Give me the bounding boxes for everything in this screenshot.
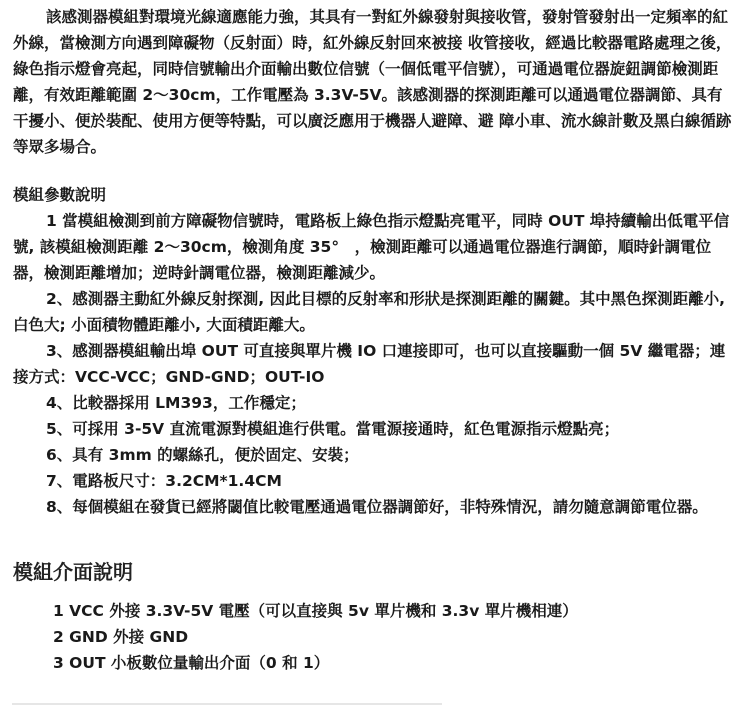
interface-item-out: 3 OUT 小板數位量輸出介面（0 和 1） bbox=[53, 654, 330, 672]
param-item-6: 6、具有 3mm 的螺絲孔，便於固定、安裝； bbox=[46, 446, 359, 464]
params-heading: 模組參數說明 bbox=[13, 186, 107, 204]
intro-paragraph: 該感測器模組對環境光線適應能力強，其具有一對紅外線發射與接收管，發射管發射出一定頻率的紅外線，當檢測方向遇到障礙物（反射面）時，紅外線反射回來被接 收管接收，經過比較器電路處理之後，綠色指示燈會亮起，同時信號輸出介面輸出數位信號（一個低電平信號），可通過電位器旋鈕調節檢測距離，有效距離範圍 2～30cm，工作電壓為 3.3V-5V。該感測器的探測距離可以通過電位器調節、具有干擾小、便於裝配、使用方便等特點，可以廣泛應用于機器人避障、避 障小車、流水線計數及黑白線循跡等眾多場合。 bbox=[13, 8, 732, 156]
interface-item-gnd: 2 GND 外接 GND bbox=[53, 628, 189, 646]
interface-list bbox=[13, 598, 738, 676]
param-item-1: 1 當模組檢測到前方障礙物信號時，電路板上綠色指示燈點亮電平，同時 OUT 埠持續輸出低電平信號, 該模組檢測距離 2～30cm，檢測角度 35° ，檢測距離可以通過電位器進行調節，順時針調電位器，檢測距離增加；逆時針調電位器，檢測距離減少。 bbox=[13, 212, 730, 282]
params-list bbox=[13, 208, 738, 520]
bottom-divider bbox=[12, 703, 442, 705]
param-item-4: 4、比較器採用 LM393，工作穩定； bbox=[46, 394, 306, 412]
param-item-5: 5、可採用 3-5V 直流電源對模組進行供電。當電源接通時，紅色電源指示燈點亮； bbox=[46, 420, 620, 438]
interface-item-vcc: 1 VCC 外接 3.3V-5V 電壓（可以直接與 5v 單片機和 3.3v 單片機相連） bbox=[53, 602, 578, 620]
interface-heading: 模組介面說明 bbox=[13, 560, 133, 584]
param-item-8: 8、每個模組在發貨已經將閾值比較電壓通過電位器調節好，非特殊情況，請勿隨意調節電位器。 bbox=[46, 498, 708, 516]
param-item-2: 2、感測器主動紅外線反射探測, 因此目標的反射率和形狀是探測距離的關鍵。其中黑色探測距離小, 白色大; 小面積物體距離小, 大面積距離大。 bbox=[13, 290, 725, 334]
param-item-7: 7、電路板尺寸：3.2CM*1.4CM bbox=[46, 472, 282, 490]
param-item-3: 3、感測器模組輸出埠 OUT 可直接與單片機 IO 口連接即可，也可以直接驅動一個 5V 繼電器；連接方式：VCC-VCC；GND-GND；OUT-IO bbox=[13, 342, 726, 386]
